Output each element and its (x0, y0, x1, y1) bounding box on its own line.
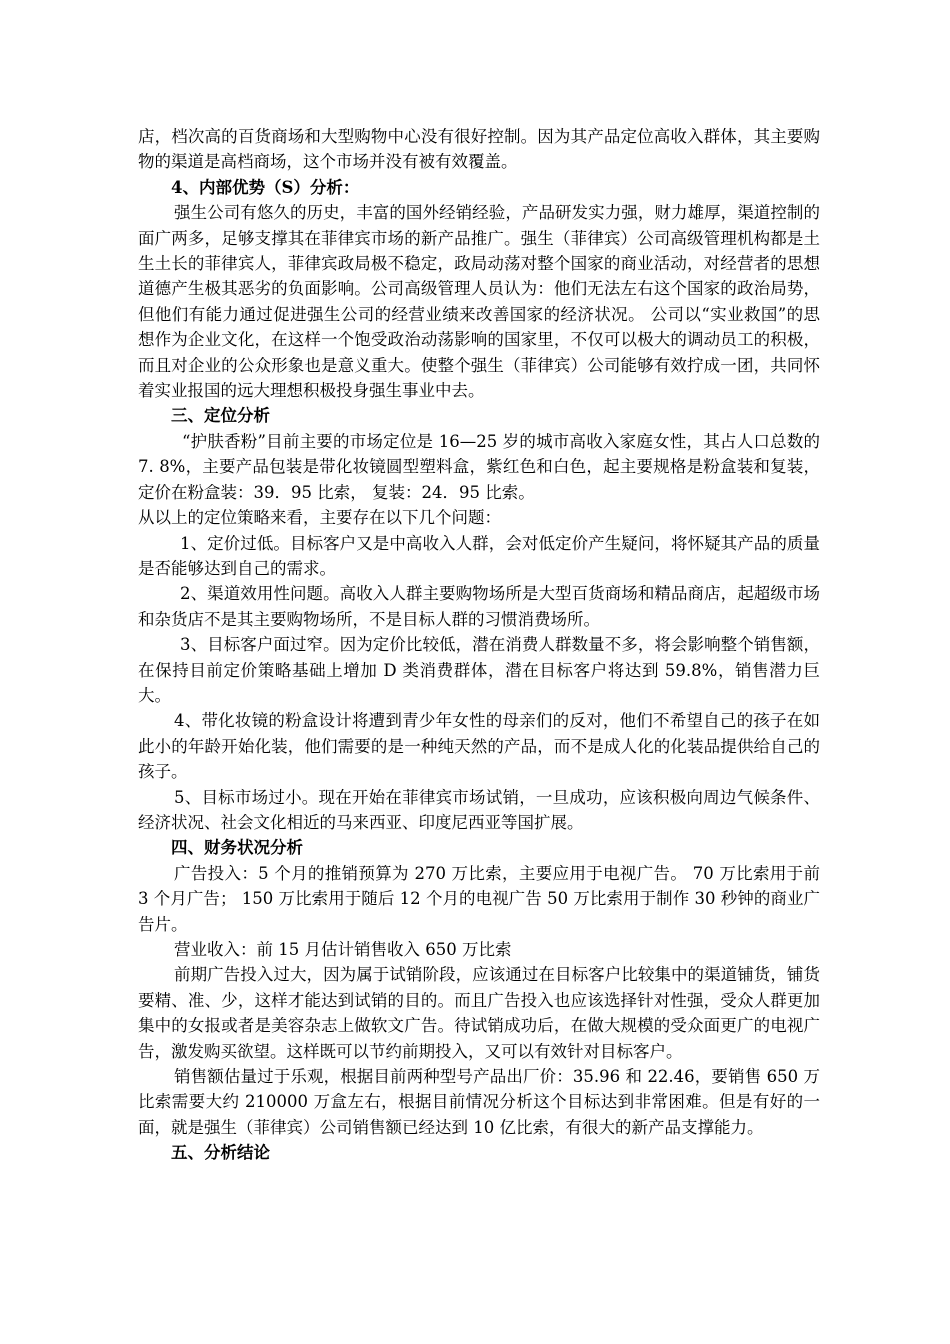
paragraph-strengths: 强生公司有悠久的历史，丰富的国外经销经验，产品研发实力强，财力雄厚，渠道控制的面广两多，足够支撑其在菲律宾市场的新产品推广。强生（菲律宾）公司高级管理机构都是土生土长的菲律宾人，菲律宾政局极不稳定，政局动荡对整个国家的商业活动，对经营者的思想道德产生极其恶劣的负面影响。公司高级管理人员认为：他们无法左右这个国家的政治局势，但他们有能力通过促进强生公司的经营业绩来改善国家的经济状况。 公司以“实业救国”的思想作为企业文化，在这样一个饱受政治动荡影响的国家里，不仅可以极大的调动员工的积极，而且对企业的公众形象也是意义重大。使整个强生（菲律宾）公司能够有效拧成一团，共同怀着实业报国的远大理想积极投身强生事业中去。 (138, 203, 820, 401)
list-item-target-market: 5、目标市场过小。现在开始在菲律宾市场试销，一旦成功，应该积极向周边气候条件、经济状况、社会文化相近的马来西亚、印度尼西亚等国扩展。 (138, 787, 820, 832)
heading-positioning: 三、定位分析 (171, 406, 270, 426)
paragraph-revenue: 营业收入：前 15 月估计销售收入 650 万比索 (174, 940, 512, 959)
heading-financial: 四、财务状况分析 (171, 838, 303, 858)
list-item-pricing: 1、定价过低。目标客户又是中高收入人群，会对低定价产生疑问，将怀疑其产品的质量是否能够达到自己的需求。 (138, 533, 820, 578)
paragraph-ad-critique: 前期广告投入过大，因为属于试销阶段，应该通过在目标客户比较集中的渠道铺货，铺货要精、准、少，这样才能达到试销的目的。而且广告投入也应该选择针对性强，受众人群更加集中的女报或者是美容杂志上做软文广告。待试销成功后，在做大规模的受众面更广的电视广告，激发购买欲望。这样既可以节约前期投入，又可以有效针对目标客户。 (138, 965, 820, 1061)
list-item-target-customers: 3、目标客户面过窄。因为定价比较低，潜在消费人群数量不多，将会影响整个销售额，在保持目前定价策略基础上增加 D 类消费群体，潜在目标客户将达到 59.8%，销售潜力巨大。 (138, 635, 820, 705)
list-item-channel: 2、渠道效用性问题。高收入人群主要购物场所是大型百货商场和精品商店，起超级市场和杂货店不是其主要购物场所，不是目标人群的习惯消费场所。 (138, 584, 820, 629)
heading-conclusion: 五、分析结论 (171, 1143, 270, 1163)
heading-internal-strengths: 4、内部优势（S）分析： (171, 177, 360, 197)
paragraph-sales-estimate: 销售额估量过于乐观，根据目前两种型号产品出厂价：35.96 和 22.46，要销售 650 万比索需要大约 210000 万盒左右，根据目前情况分析这个目标达到非常困难。但是有好的一面，就是强生（菲律宾）公司销售额已经达到 10 亿比索，有很大的新产品支撑能力。 (138, 1067, 820, 1137)
document-page (138, 124, 820, 1166)
paragraph-market-continuation: 店，档次高的百货商场和大型购物中心没有很好控制。因为其产品定位高收入群体，其主要购物的渠道是高档商场，这个市场并没有被有效覆盖。 (138, 127, 820, 172)
paragraph-positioning: “护肤香粉”目前主要的市场定位是 16—25 岁的城市高收入家庭女性，其占人口总数的 7. 8%，主要产品包装是带化妆镜圆型塑料盒，紫红色和白色，起主要规格是粉盒装和复装，定价在粉盒装：39．95 比索， 复装：24．95 比索。 (138, 431, 820, 502)
paragraph-problems-intro: 从以上的定位策略来看，主要存在以下几个问题： (138, 508, 501, 528)
paragraph-ad-budget: 广告投入：5 个月的推销预算为 270 万比索，主要应用于电视广告。 70 万比索用于前 3 个月广告； 150 万比索用于随后 12 个月的电视广告 50 万比索用于制作 30 秒钟的商业广告片。 (138, 863, 820, 934)
list-item-packaging: 4、带化妆镜的粉盒设计将遭到青少年女性的母亲们的反对，他们不希望自己的孩子在如此小的年龄开始化装，他们需要的是一种纯天然的产品，而不是成人化的化装品提供给自己的孩子。 (138, 711, 820, 782)
